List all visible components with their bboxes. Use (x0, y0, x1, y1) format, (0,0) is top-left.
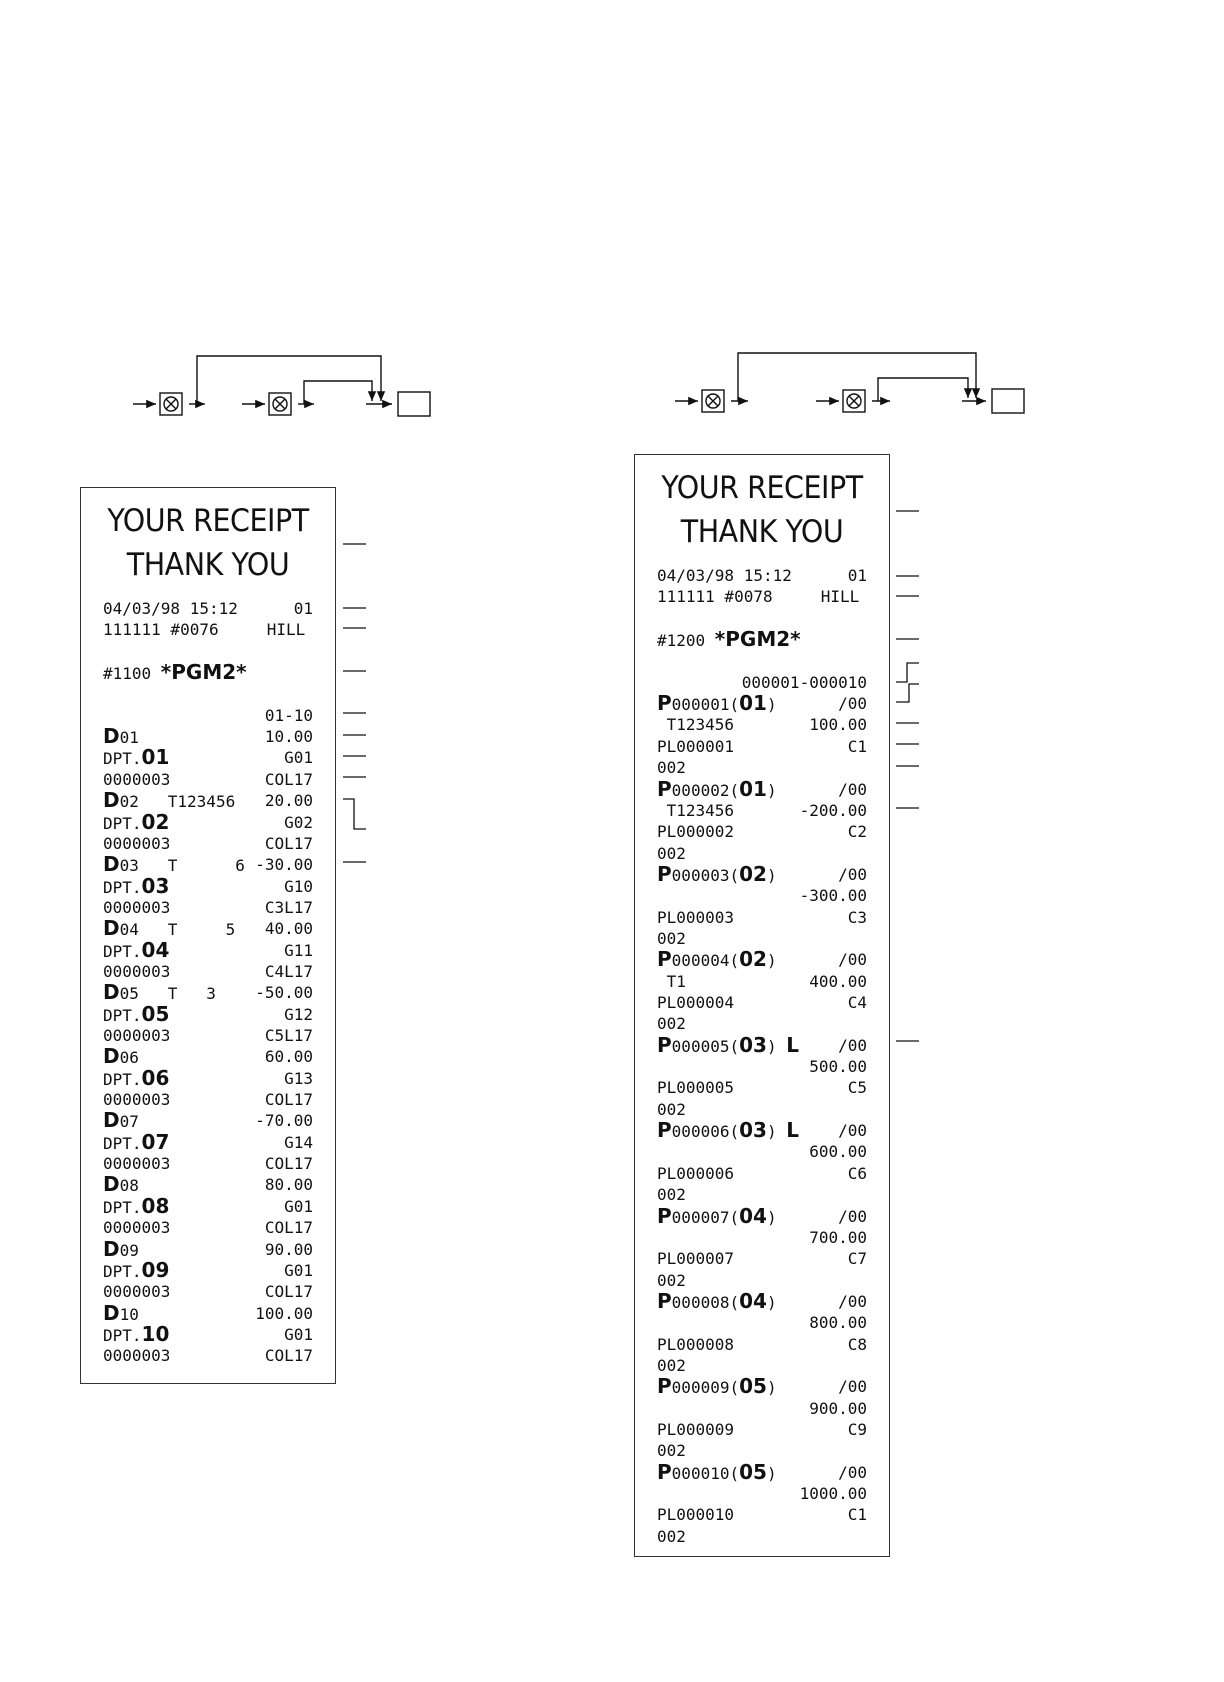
receipt-line-right: 60.00 (264, 1047, 313, 1067)
receipt-line-emphasis: D (103, 724, 120, 749)
receipt-line-right: 20.00 (264, 791, 313, 811)
receipt-line-right: C6 (847, 1163, 867, 1183)
receipt-line-text: DPT. (103, 1069, 142, 1089)
receipt-line-text: 10 (119, 1304, 139, 1324)
receipt-line-text: 002 (657, 1185, 686, 1205)
receipt-line-emphasis: P (657, 1203, 672, 1228)
receipt-line-right: -300.00 (799, 886, 867, 906)
receipt-line-emphasis: 05 (141, 1001, 170, 1026)
receipt-line-right: G01 (284, 748, 313, 768)
receipt-line-text: #1200 (657, 631, 715, 651)
receipt-line-text: 002 (657, 1526, 686, 1546)
receipt-line-emphasis: 03 (141, 873, 170, 898)
receipt-line-right: -70.00 (255, 1111, 313, 1131)
receipt-line-text: DPT. (103, 749, 142, 769)
receipt-line-right: 01-10 (264, 705, 313, 725)
receipt-line-text: 002 (657, 1355, 686, 1375)
receipt-line-text: T123456 (657, 800, 735, 820)
receipt-line-text: ) (766, 780, 777, 800)
receipt-line-right: /00 (838, 1291, 867, 1311)
receipt-line-text: 002 (657, 1014, 686, 1034)
receipt-header-line-1: YOUR RECEIPT (107, 503, 309, 539)
receipt-line-text: DPT. (103, 813, 142, 833)
receipt-line-text: T1 (657, 971, 686, 991)
receipt-line-emphasis: P (657, 1374, 672, 1399)
receipt-line-emphasis: D (103, 1300, 120, 1325)
receipt-line-text: ) (766, 865, 777, 885)
receipt-line-text: 02 T123456 (119, 792, 236, 812)
receipt-line-text: ) (766, 1207, 777, 1227)
receipt-line-right: -30.00 (255, 855, 313, 875)
receipt-line-right: C4 (847, 993, 867, 1012)
receipt-line-text: 0000003 (103, 897, 171, 917)
receipt-line-emphasis: P (657, 691, 672, 716)
receipt-line-right: G12 (284, 1004, 313, 1024)
receipt-line-right: C8 (847, 1334, 867, 1354)
receipt-line-emphasis: 08 (141, 1193, 170, 1218)
receipt-line-emphasis: D (103, 916, 120, 941)
receipt-line-right: /00 (838, 864, 867, 884)
receipt-line-right: 900.00 (809, 1398, 867, 1418)
receipt-line-text: 01 (119, 728, 139, 748)
receipt-line-right: G01 (284, 1324, 313, 1344)
receipt-line-text: 000003( (671, 865, 740, 885)
receipt-line-text: 0000003 (103, 1346, 171, 1366)
receipt-line-text: DPT. (103, 1325, 142, 1345)
receipt-line-text: PL000001 (657, 736, 735, 756)
receipt-line-emphasis: P (657, 861, 672, 886)
receipt-line-right: /00 (838, 950, 867, 970)
receipt-line-text: 000005( (671, 1036, 740, 1056)
receipt-line-right: COL17 (264, 1282, 313, 1302)
receipt-line-text: T123456 (657, 715, 735, 735)
receipt-line-emphasis: 03 (739, 1032, 767, 1057)
receipt-line-emphasis: 05 (739, 1374, 767, 1399)
receipt-line-emphasis: 07 (141, 1129, 170, 1154)
receipt-line-emphasis: L (786, 1032, 799, 1057)
receipt-line-right: 80.00 (264, 1175, 313, 1195)
receipt-line-right: G01 (284, 1196, 313, 1216)
receipt-line-text: 07 (119, 1112, 139, 1132)
receipt-line-text: PL000002 (657, 822, 735, 842)
receipt-line-emphasis: L (786, 1118, 799, 1143)
receipt-line-right: 800.00 (809, 1313, 867, 1333)
receipt-line-text: ) (766, 695, 777, 715)
receipt-line-text: DPT. (103, 1005, 142, 1025)
receipt-line-right: -200.00 (799, 800, 867, 820)
receipt-line-text: 0000003 (103, 1282, 171, 1302)
receipt-line-emphasis: 09 (141, 1257, 170, 1282)
receipt-line-text: ) (766, 1463, 777, 1483)
receipt-line-right: 01 (847, 566, 867, 585)
receipt-header-line-2: THANK YOU (680, 514, 844, 550)
receipt-line-right: /00 (838, 1121, 867, 1141)
receipt-line-emphasis: 04 (739, 1288, 767, 1313)
receipt-line-right: C1 (847, 1505, 867, 1525)
receipt-line-right: 700.00 (809, 1227, 867, 1247)
receipt-line-right: 500.00 (809, 1057, 867, 1077)
receipt-line-text: 0000003 (103, 961, 171, 981)
receipt-line-text: PL000010 (657, 1505, 735, 1525)
receipt-line-right: G10 (284, 876, 313, 896)
receipt-line-text: 03 T 6 (119, 856, 245, 876)
receipt-line-emphasis: P (657, 1032, 672, 1057)
receipt-line-text: 002 (657, 1270, 686, 1290)
receipt-line-emphasis: 02 (141, 809, 170, 834)
receipt-line-text: DPT. (103, 1261, 142, 1281)
receipt-line-emphasis: 02 (739, 947, 767, 972)
receipt-line-text: 002 (657, 928, 686, 948)
receipt-line-right: C5L17 (264, 1026, 313, 1045)
receipt-line-text: ) (766, 1036, 787, 1056)
receipt-line-text: 0000003 (103, 1218, 171, 1238)
receipt-line-right: /00 (838, 779, 867, 799)
receipt-line-emphasis: *PGM2* (714, 627, 801, 652)
receipt-line-right: 600.00 (809, 1142, 867, 1162)
receipt-line-emphasis: 04 (141, 937, 170, 962)
receipt-line-emphasis: D (103, 1108, 120, 1133)
receipt-line-right: /00 (838, 694, 867, 714)
receipt-line-text: DPT. (103, 1197, 142, 1217)
receipt-line-right: COL17 (264, 769, 313, 789)
receipt-line-right: COL17 (264, 833, 313, 853)
receipt-line-text: 0000003 (103, 769, 171, 789)
receipt-line-text: DPT. (103, 877, 142, 897)
receipt-line-emphasis: D (103, 1236, 120, 1261)
receipt-line-text: DPT. (103, 1133, 142, 1153)
receipt-line-right: COL17 (264, 1090, 313, 1110)
receipt-line-right: COL17 (264, 1346, 313, 1366)
receipt-line-right: /00 (838, 1206, 867, 1226)
receipt-line-text: 000001( (671, 695, 740, 715)
receipt-line-text: 0000003 (103, 1154, 171, 1174)
receipt-line-emphasis: P (657, 1288, 672, 1313)
receipt-line-right: C1 (847, 736, 867, 756)
receipt-line-text: 000008( (671, 1292, 740, 1312)
receipt-line-text: PL000006 (657, 1163, 735, 1183)
receipt-line-emphasis: 01 (739, 691, 767, 716)
receipt-line-right: /00 (838, 1377, 867, 1397)
receipt-line-right: 000001-000010 (741, 672, 867, 692)
receipt-line-text: PL000008 (657, 1334, 735, 1354)
receipt-line-emphasis: *PGM2* (160, 660, 247, 685)
receipt-line-text: 05 T 3 (119, 984, 216, 1004)
receipt-line-text: 000004( (671, 951, 740, 971)
receipt-line-text: 0000003 (103, 1026, 171, 1045)
receipt-line-text: 09 (119, 1240, 139, 1260)
receipt-line-emphasis: D (103, 852, 120, 877)
receipt-line-emphasis: D (103, 788, 120, 813)
receipt-line-right: COL17 (264, 1154, 313, 1174)
receipt-line-text: 06 (119, 1048, 139, 1068)
receipt-line-text: 002 (657, 1441, 686, 1461)
receipt-line-right: G13 (284, 1068, 313, 1088)
receipt-line-text: PL000004 (657, 993, 735, 1012)
receipt-line-right: G11 (284, 940, 313, 960)
receipt-line-emphasis: P (657, 776, 672, 801)
receipt-line-text: 000010( (671, 1463, 740, 1483)
receipt-line-emphasis: 02 (739, 861, 767, 886)
receipt-line-right: -50.00 (255, 983, 313, 1003)
receipt-line-emphasis: D (103, 980, 120, 1005)
receipt-line-right: C5 (847, 1078, 867, 1098)
receipt-line-emphasis: 03 (739, 1118, 767, 1143)
receipt-line-text: 04 T 5 (119, 920, 236, 940)
receipt-line-text: 0000003 (103, 833, 171, 853)
receipt-line-emphasis: 06 (141, 1065, 170, 1090)
receipt-line-right: 400.00 (809, 971, 867, 991)
receipt-line-text: PL000009 (657, 1420, 735, 1439)
receipt-line-right: 100.00 (255, 1303, 313, 1323)
receipt-line-right: COL17 (264, 1218, 313, 1238)
receipt-line-text: 002 (657, 1099, 686, 1119)
receipt-line-right: C3L17 (264, 897, 313, 917)
receipt-line-emphasis: 04 (739, 1203, 767, 1228)
receipt-line-right: C3 (847, 907, 867, 927)
receipt-line-right: 40.00 (264, 919, 313, 939)
receipt-line-emphasis: 05 (739, 1459, 767, 1484)
receipt-line-text: 002 (657, 758, 686, 778)
receipt-line-right: C4L17 (264, 961, 313, 981)
receipt-line-text: 111111 #0078 HILL (657, 587, 860, 607)
receipt-header-line-1: YOUR RECEIPT (661, 470, 863, 506)
receipt-line-text: 04/03/98 15:12 (657, 566, 792, 585)
receipt-line-right: 1000.00 (799, 1484, 867, 1504)
receipt-line-emphasis: 01 (141, 745, 170, 770)
receipt-line-right: G02 (284, 812, 313, 832)
receipt-header-line-2: THANK YOU (126, 547, 290, 583)
receipt-line-emphasis: P (657, 1459, 672, 1484)
receipt-line-text: 04/03/98 15:12 (103, 599, 238, 618)
receipt-line-emphasis: P (657, 947, 672, 972)
receipt-line-text: #1100 (103, 664, 161, 684)
receipt-line-text: ) (766, 1122, 787, 1142)
receipt-line-text: 000009( (671, 1378, 740, 1398)
receipt-line-right: C2 (847, 822, 867, 842)
receipt-line-text: ) (766, 1292, 777, 1312)
receipt-line-text: PL000003 (657, 907, 735, 927)
receipt-line-right: 01 (293, 599, 313, 618)
receipt-line-text: DPT. (103, 941, 142, 961)
receipt-line-emphasis: P (657, 1118, 672, 1143)
receipt-line-text: 000007( (671, 1207, 740, 1227)
receipt-line-text: 000006( (671, 1122, 740, 1142)
receipt-line-right: G01 (284, 1260, 313, 1280)
receipt-line-emphasis: 01 (739, 776, 767, 801)
receipt-line-emphasis: D (103, 1172, 120, 1197)
receipt-line-emphasis: 10 (141, 1321, 170, 1346)
receipt-line-right: 100.00 (809, 715, 867, 735)
receipt-line-right: C7 (847, 1249, 867, 1269)
receipt-line-emphasis: D (103, 1044, 120, 1069)
receipt-line-text: 000002( (671, 780, 740, 800)
receipt-line-text: ) (766, 951, 777, 971)
receipt-line-text: 08 (119, 1176, 139, 1196)
receipt-line-right: /00 (838, 1035, 867, 1055)
receipt-line-text: 111111 #0076 HILL (103, 620, 306, 640)
receipt-line-text: 0000003 (103, 1090, 171, 1110)
receipt-line-right: /00 (838, 1462, 867, 1482)
receipt-line-right: 90.00 (264, 1239, 313, 1259)
receipt-line-text: ) (766, 1378, 777, 1398)
receipt-line-text: 002 (657, 843, 686, 863)
receipt-line-text: PL000005 (657, 1078, 735, 1098)
receipt-line-text: PL000007 (657, 1249, 735, 1269)
receipt-line-right: C9 (847, 1420, 867, 1439)
receipt-line-right: G14 (284, 1132, 313, 1152)
receipt-line-right: 10.00 (264, 727, 313, 747)
